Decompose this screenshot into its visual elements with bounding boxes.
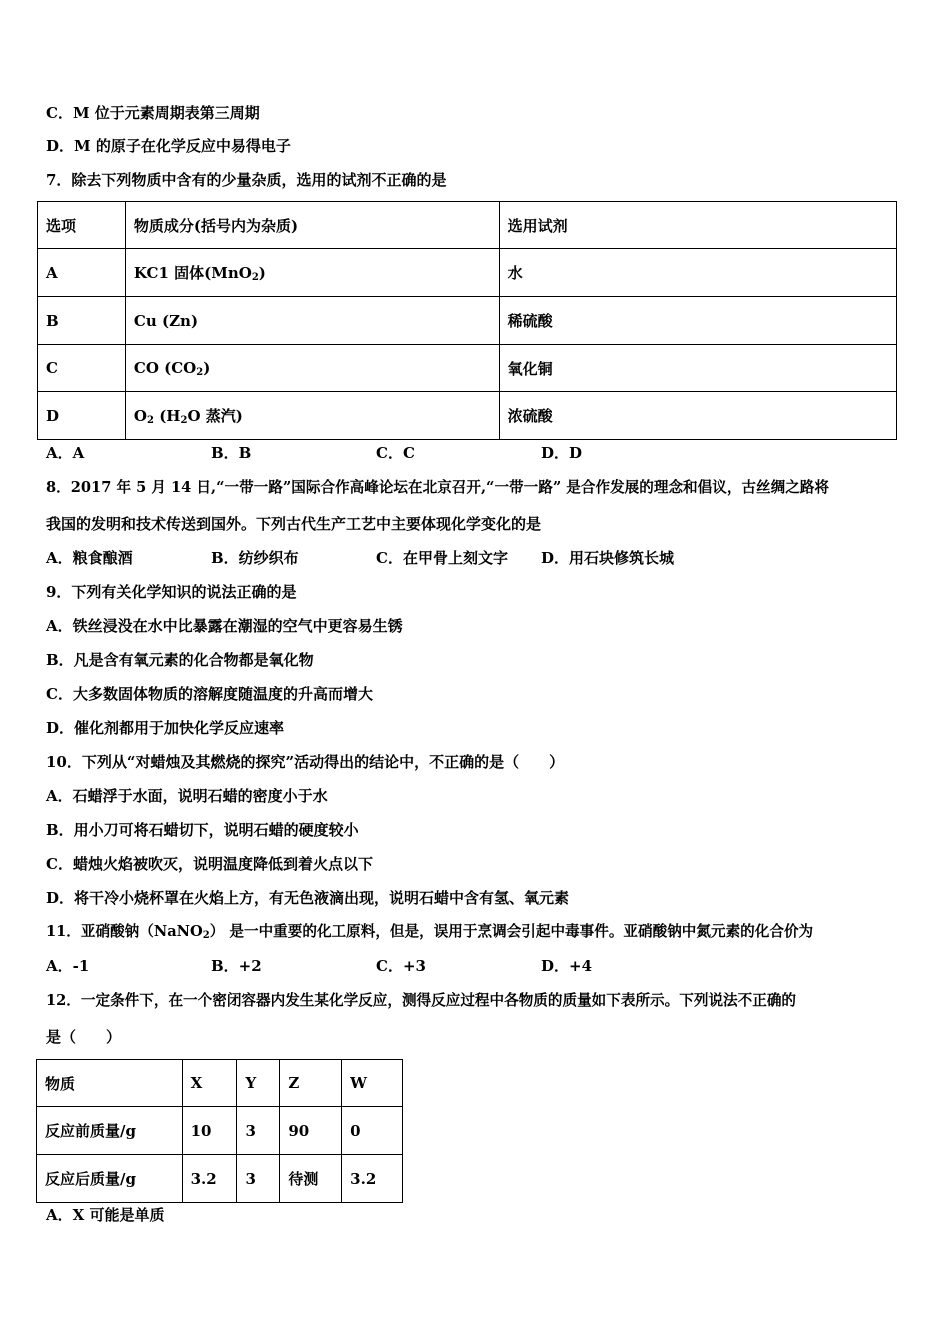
q7-stem: 7．除去下列物质中含有的少量杂质，选用的试剂不正确的是 — [46, 171, 447, 189]
q12-cell: 0 — [342, 1107, 403, 1155]
q7-row-label: B — [38, 297, 126, 345]
q12-cell: 3 — [237, 1155, 280, 1203]
q12-header-cell: W — [342, 1060, 403, 1107]
q7-option: A．A — [46, 444, 85, 462]
q10-option-d: D．将干冷小烧杯罩在火焰上方，有无色液滴出现，说明石蜡中含有氢、氧元素 — [46, 889, 570, 907]
q11-option: A．-1 — [46, 957, 90, 975]
q11-option: D．+4 — [541, 957, 593, 975]
q12-option-a: A．X 可能是单质 — [46, 1206, 165, 1224]
q12-cell: 10 — [182, 1107, 237, 1155]
q7-table-row — [38, 345, 897, 392]
q8-option: A．粮食酿酒 — [46, 549, 133, 567]
q7-table-row — [38, 297, 897, 345]
q12-header-cell: Z — [280, 1060, 342, 1107]
q9-stem: 9．下列有关化学知识的说法正确的是 — [46, 583, 297, 601]
q7-option: B．B — [211, 444, 252, 462]
q11-option: C．+3 — [376, 957, 426, 975]
q12-table — [36, 1059, 403, 1203]
q12-table-row — [37, 1155, 403, 1203]
q12-header-cell: X — [182, 1060, 237, 1107]
q11-stem: 11．亚硝酸钠（NaNO$_2$） 是一中重要的化工原料，但是，误用于烹调会引起中毒事件。亚硝酸钠中氮元素的化合价为 — [46, 923, 814, 941]
q8-stem-line2: 我国的发明和技术传送到国外。下列古代生产工艺中主要体现化学变化的是 — [46, 515, 542, 533]
q7-row-substance: Cu (Zn) — [125, 297, 499, 345]
q7-header-cell: 选用试剂 — [499, 202, 896, 249]
q7-table — [37, 201, 897, 440]
q12-stem-line2: 是（ ） — [46, 1028, 122, 1046]
q7-row-substance: KC1 固体(MnO$_2$) — [125, 249, 499, 297]
q7-row-label: C — [38, 345, 126, 392]
q9-option-a: A．铁丝浸没在水中比暴露在潮湿的空气中更容易生锈 — [46, 617, 403, 635]
q12-header-cell: 物质 — [37, 1060, 183, 1107]
q6-option-c: C．M 位于元素周期表第三周期 — [46, 104, 260, 122]
q7-row-reagent: 氧化铜 — [499, 345, 896, 392]
q12-cell: 待测 — [280, 1155, 342, 1203]
q9-option-d: D．催化剂都用于加快化学反应速率 — [46, 719, 285, 737]
q12-stem-line1: 12．一定条件下，在一个密闭容器内发生某化学反应，测得反应过程中各物质的质量如下表所示。下列说法不正确的 — [46, 992, 797, 1009]
q7-row-substance: $O_2$ ($H_2O$ 蒸汽) — [125, 392, 499, 440]
q8-option: C．在甲骨上刻文字 — [376, 549, 508, 567]
q7-table-row — [38, 392, 897, 440]
q10-option-a: A．石蜡浮于水面，说明石蜡的密度小于水 — [46, 787, 328, 805]
q7-table-row — [38, 249, 897, 297]
q7-header-row — [38, 202, 897, 249]
q11-option: B．+2 — [211, 957, 262, 975]
q10-stem: 10．下列从“对蜡烛及其燃烧的探究”活动得出的结论中，不正确的是（ ） — [46, 753, 565, 771]
q8-option: D．用石块修筑长城 — [541, 549, 675, 567]
q7-row-reagent: 浓硫酸 — [499, 392, 896, 440]
q7-row-label: D — [38, 392, 126, 440]
q7-row-label: A — [38, 249, 126, 297]
q10-option-c: C．蜡烛火焰被吹灭，说明温度降低到着火点以下 — [46, 855, 373, 873]
q12-cell: 3.2 — [342, 1155, 403, 1203]
q7-option: C．C — [376, 444, 415, 462]
q7-option: D．D — [541, 444, 583, 462]
q7-row-substance: CO $(CO_2)$ — [125, 345, 499, 392]
q12-header-row — [37, 1060, 403, 1107]
q10-option-b: B．用小刀可将石蜡切下，说明石蜡的硬度较小 — [46, 821, 359, 839]
q9-option-b: B．凡是含有氧元素的化合物都是氧化物 — [46, 651, 314, 669]
q7-header-cell: 物质成分(括号内为杂质) — [125, 202, 499, 249]
q12-cell: 反应前质量/g — [37, 1107, 183, 1155]
q9-option-c: C．大多数固体物质的溶解度随温度的升高而增大 — [46, 685, 373, 703]
q12-cell: 3 — [237, 1107, 280, 1155]
q12-cell: 3.2 — [182, 1155, 237, 1203]
q7-row-reagent: 稀硫酸 — [499, 297, 896, 345]
q8-option: B．纺纱织布 — [211, 549, 299, 567]
q7-row-reagent: 水 — [499, 249, 896, 297]
q12-header-cell: Y — [237, 1060, 280, 1107]
q7-header-cell: 选项 — [38, 202, 126, 249]
q6-option-d: D．M 的原子在化学反应中易得电子 — [46, 137, 291, 155]
q12-cell: 90 — [280, 1107, 342, 1155]
q12-cell: 反应后质量/g — [37, 1155, 183, 1203]
q12-table-row — [37, 1107, 403, 1155]
q8-stem-line1: 8．2017 年 5 月 14 日,“一带一路”国际合作高峰论坛在北京召开,“一带一路” 是合作发展的理念和倡议，古丝绸之路将 — [46, 479, 829, 496]
